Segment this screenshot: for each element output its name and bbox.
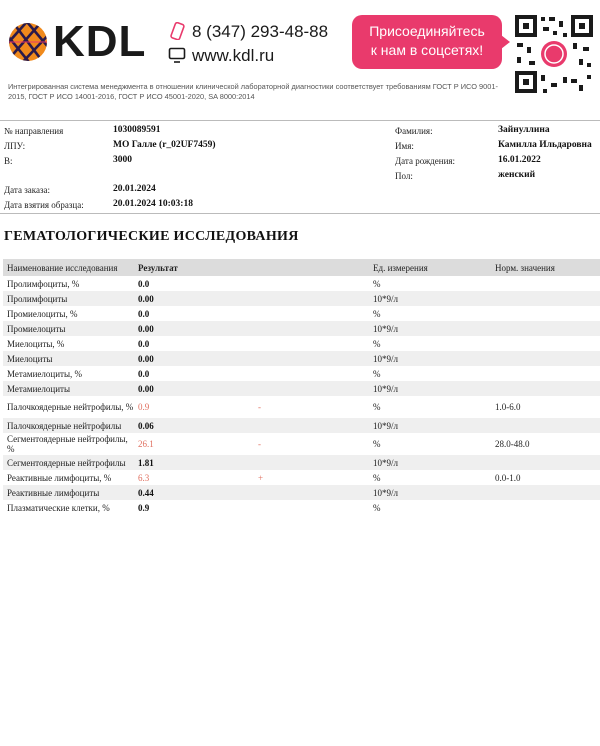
row-norm: 1.0-6.0 <box>495 402 521 412</box>
table-row <box>3 455 600 470</box>
row-name: Миелоциты <box>3 351 134 366</box>
table-row <box>3 276 600 291</box>
lpu-value: МО Галле (r_02UF7459) <box>113 140 216 150</box>
row-norm <box>491 366 600 381</box>
header-norm: Норм. значения <box>491 259 600 276</box>
row-norm <box>491 336 600 351</box>
surname-label: Фамилия: <box>395 126 433 136</box>
website-contact[interactable] <box>168 46 274 66</box>
row-norm <box>491 500 600 515</box>
table-row <box>3 418 600 433</box>
row-flag <box>254 321 369 336</box>
row-flag <box>254 306 369 321</box>
name-value: Камилла Ильдаровна <box>498 140 592 150</box>
row-flag <box>254 381 369 396</box>
row-result: 0.0 <box>138 338 150 349</box>
phone-icon <box>168 22 186 40</box>
row-name: Реактивные лимфоциты <box>3 485 134 500</box>
row-result: 26.1 <box>138 439 154 449</box>
table-row <box>3 470 600 485</box>
referral-value: 1030089591 <box>113 125 161 135</box>
row-result: 0.00 <box>134 381 254 396</box>
header-name: Наименование исследования <box>3 259 134 276</box>
monitor-icon <box>168 46 186 64</box>
row-unit: 10*9/л <box>369 485 491 500</box>
row-norm: 28.0-48.0 <box>495 439 530 449</box>
join-line-1: Присоединяйтесь <box>369 23 485 39</box>
row-norm: 0.0-1.0 <box>495 472 521 483</box>
header-unit: Ед. измерения <box>369 259 491 276</box>
table-header-row <box>3 259 600 276</box>
section-title: ГЕМАТОЛОГИЧЕСКИЕ ИССЛЕДОВАНИЯ <box>4 229 299 244</box>
row-name: Миелоциты, % <box>7 338 65 349</box>
qr-code-icon[interactable] <box>513 13 595 95</box>
row-flag: - <box>258 439 261 449</box>
row-unit: % <box>373 402 381 412</box>
table-row <box>3 485 600 500</box>
row-unit: % <box>373 439 381 449</box>
website-link: www.kdl.ru <box>192 46 275 65</box>
table-row <box>3 306 600 321</box>
row-unit: 10*9/л <box>369 351 491 366</box>
table-row <box>3 321 600 336</box>
row-unit: 10*9/л <box>369 291 491 306</box>
row-result: 0.0 <box>138 308 150 319</box>
table-row <box>3 381 600 396</box>
row-unit: % <box>373 368 381 379</box>
order-date-value: 20.01.2024 <box>113 184 156 194</box>
row-name: Пролимфоциты, % <box>7 278 80 289</box>
row-norm <box>491 418 600 433</box>
row-result: 0.00 <box>134 351 254 366</box>
row-name: Метамиелоциты <box>3 381 134 396</box>
row-result: 0.00 <box>134 321 254 336</box>
phone-number: 8 (347) 293-48-88 <box>192 22 329 41</box>
row-norm <box>491 485 600 500</box>
row-unit: % <box>373 308 381 319</box>
row-flag: + <box>258 472 264 483</box>
row-name: Промиелоциты, % <box>7 308 78 319</box>
name-label: Имя: <box>395 141 414 151</box>
row-result: 0.00 <box>134 291 254 306</box>
row-norm <box>491 351 600 366</box>
patient-info <box>0 120 600 214</box>
row-flag: - <box>258 402 261 412</box>
v-label: В: <box>4 156 13 166</box>
results-table <box>3 259 600 515</box>
row-flag <box>254 336 369 351</box>
row-norm <box>491 276 600 291</box>
row-flag <box>254 418 369 433</box>
referral-label: № направления <box>4 126 64 136</box>
sex-value: женский <box>498 170 536 180</box>
kdl-logo-icon <box>8 22 48 62</box>
row-flag <box>254 276 369 291</box>
table-row <box>3 396 600 418</box>
row-unit: % <box>373 338 381 349</box>
row-norm <box>491 291 600 306</box>
row-result: 0.0 <box>138 368 150 379</box>
lpu-label: ЛПУ: <box>4 141 26 151</box>
row-result: 0.44 <box>134 485 254 500</box>
header-flag <box>254 259 369 276</box>
row-unit: % <box>373 472 381 483</box>
birth-value: 16.01.2022 <box>498 155 541 165</box>
row-unit: 10*9/л <box>369 321 491 336</box>
row-result: 1.81 <box>134 455 254 470</box>
table-row <box>3 291 600 306</box>
row-flag <box>254 366 369 381</box>
row-unit: 10*9/л <box>369 455 491 470</box>
row-name: Плазматические клетки, % <box>7 502 110 513</box>
join-social-banner[interactable] <box>352 15 502 69</box>
row-flag <box>254 351 369 366</box>
order-date-label: Дата заказа: <box>4 185 51 195</box>
row-result: 0.9 <box>138 402 150 412</box>
sex-label: Пол: <box>395 171 413 181</box>
table-row <box>3 336 600 351</box>
table-row <box>3 366 600 381</box>
certification-text: Интегрированная система менеджмента в отношении клинической лабораторной диагностики соответствует требованиям ГОСТ Р ИСО 9001-2015, ГОСТ Р ИСО 14001-2016, ГОСТ Р ИСО 45001-2020, SA 8000:2014 <box>8 82 498 101</box>
join-line-2: к нам в соцсетях! <box>370 42 484 58</box>
v-value: 3000 <box>113 155 132 165</box>
row-name: Палочкоядерные нейтрофилы, % <box>7 402 134 412</box>
row-flag <box>254 500 369 515</box>
table-row <box>3 433 600 455</box>
row-norm <box>491 321 600 336</box>
row-name: Промиелоциты <box>3 321 134 336</box>
row-norm <box>491 455 600 470</box>
row-result: 0.0 <box>138 278 150 289</box>
row-name: Сегментоядерные нейтрофилы <box>3 455 134 470</box>
row-unit: % <box>373 502 381 513</box>
row-name: Пролимфоциты <box>3 291 134 306</box>
phone-contact[interactable] <box>168 22 328 42</box>
row-norm <box>491 306 600 321</box>
row-name: Сегментоядерные нейтрофилы, % <box>7 434 128 454</box>
header-result: Результат <box>134 259 254 276</box>
row-unit: 10*9/л <box>369 418 491 433</box>
row-unit: % <box>373 278 381 289</box>
row-norm <box>491 381 600 396</box>
birth-label: Дата рождения: <box>395 156 456 166</box>
surname-value: Зайнуллина <box>498 125 550 135</box>
row-unit: 10*9/л <box>369 381 491 396</box>
row-name: Метамиелоциты, % <box>7 368 83 379</box>
row-name: Реактивные лимфоциты, % <box>7 472 112 483</box>
logo-text: KDL <box>53 17 147 66</box>
sample-date-label: Дата взятия образца: <box>4 200 84 210</box>
row-flag <box>254 485 369 500</box>
sample-date-value: 20.01.2024 10:03:18 <box>113 199 193 209</box>
row-result: 6.3 <box>138 472 150 483</box>
row-flag <box>254 455 369 470</box>
row-result: 0.9 <box>138 502 150 513</box>
report-header <box>0 0 600 110</box>
table-row <box>3 500 600 515</box>
row-name: Палочкоядерные нейтрофилы <box>3 418 134 433</box>
table-row <box>3 351 600 366</box>
row-flag <box>254 291 369 306</box>
row-result: 0.06 <box>134 418 254 433</box>
